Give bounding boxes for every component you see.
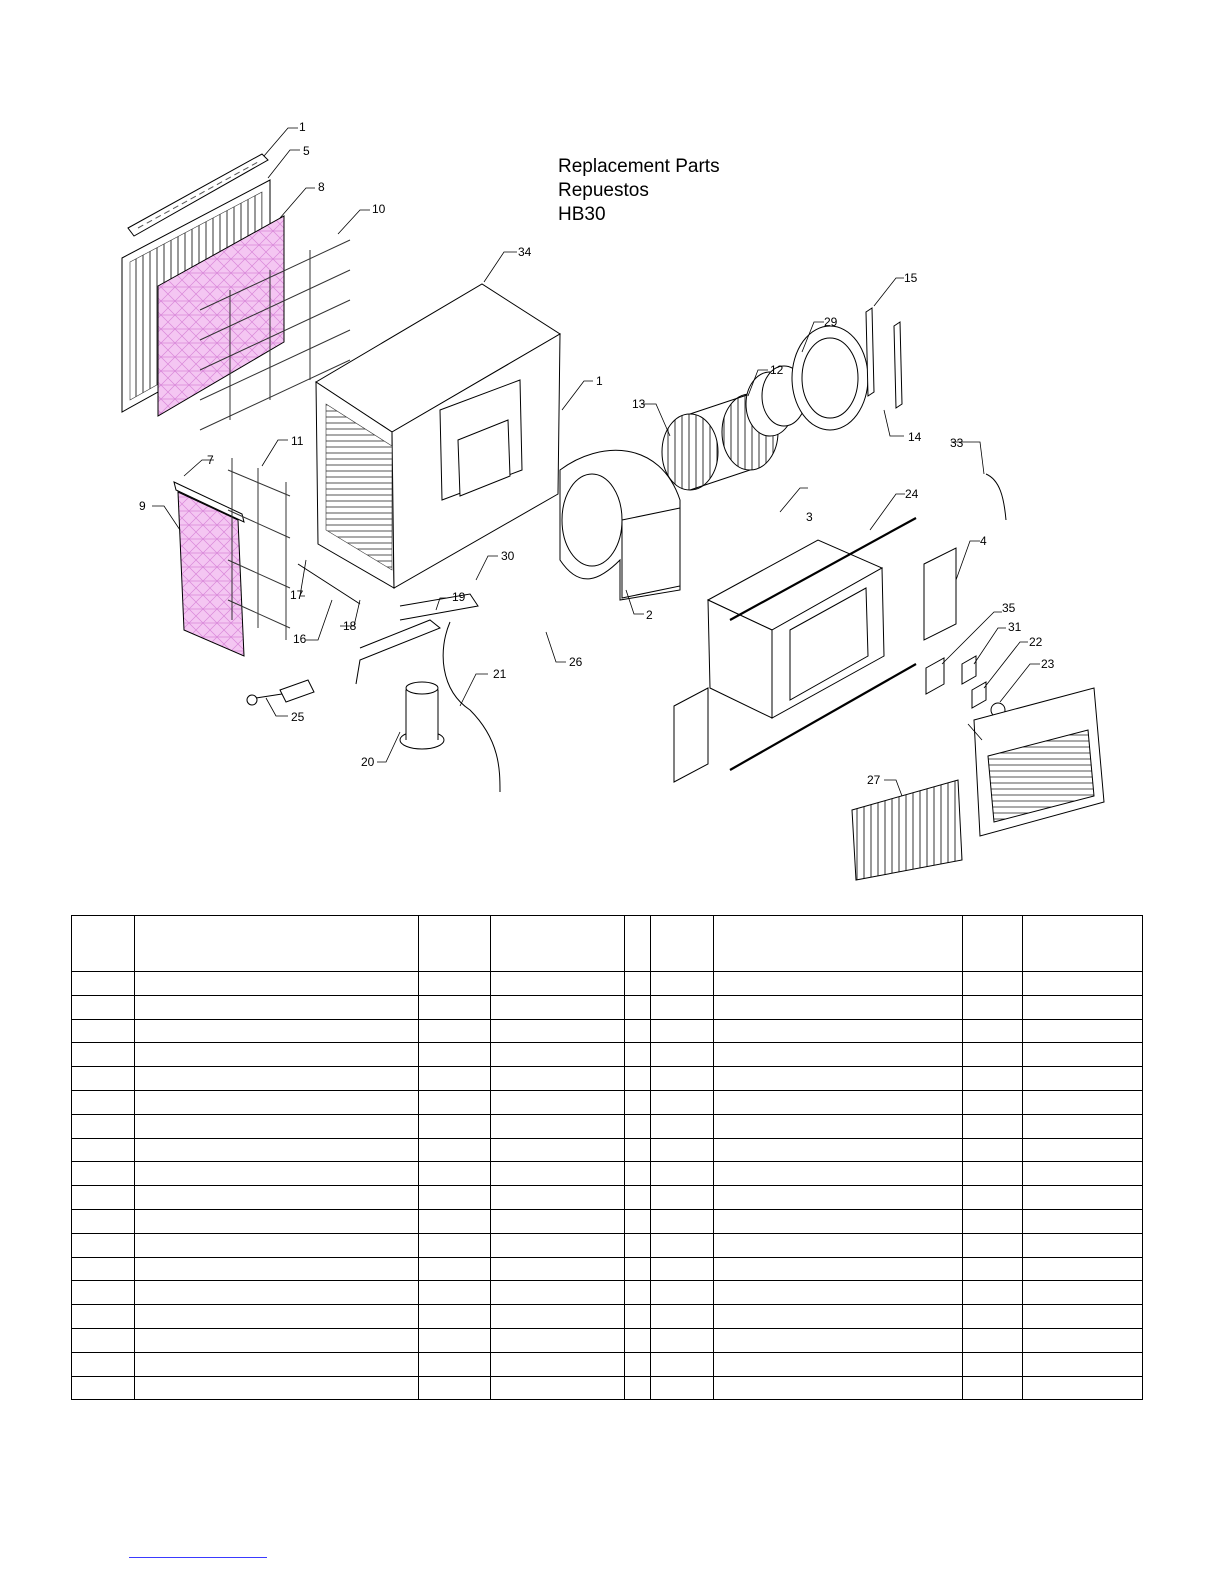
callout-10: 10 xyxy=(372,202,386,216)
callout-31: 31 xyxy=(1008,620,1022,634)
table-cell xyxy=(651,1305,714,1329)
table-cell xyxy=(419,1019,491,1043)
table-cell xyxy=(491,1090,625,1114)
table-cell xyxy=(419,995,491,1019)
front-frame xyxy=(708,518,916,770)
table-cell xyxy=(72,1233,135,1257)
table-cell xyxy=(491,1233,625,1257)
table-row xyxy=(72,1162,1143,1186)
table-cell xyxy=(1023,1090,1143,1114)
table-cell xyxy=(651,1043,714,1067)
table-cell xyxy=(625,1281,651,1305)
table-cell xyxy=(714,1305,963,1329)
table-cell xyxy=(491,1114,625,1138)
table-cell xyxy=(714,1209,963,1233)
table-cell xyxy=(491,1186,625,1210)
table-cell xyxy=(72,1090,135,1114)
table-cell xyxy=(714,1162,963,1186)
table-cell xyxy=(714,1090,963,1114)
callout-4: 4 xyxy=(980,534,987,548)
table-cell xyxy=(625,1019,651,1043)
table-cell xyxy=(714,1233,963,1257)
table-cell xyxy=(963,1090,1023,1114)
table-cell xyxy=(625,1138,651,1162)
callout-13: 13 xyxy=(632,397,646,411)
table-cell xyxy=(651,1162,714,1186)
float-valve xyxy=(247,680,314,705)
table-cell xyxy=(651,1233,714,1257)
callout-16: 16 xyxy=(293,632,307,646)
table-cell xyxy=(651,1352,714,1376)
table-row xyxy=(72,1067,1143,1091)
table-row xyxy=(72,1090,1143,1114)
table-cell xyxy=(72,1138,135,1162)
table-cell xyxy=(625,1090,651,1114)
table-cell xyxy=(963,1376,1023,1400)
motor-brackets xyxy=(866,308,902,408)
table-cell xyxy=(72,1209,135,1233)
table-cell xyxy=(963,995,1023,1019)
callout-7: 7 xyxy=(207,453,214,467)
table-cell xyxy=(72,1281,135,1305)
table-cell xyxy=(72,1162,135,1186)
table-cell xyxy=(1023,1328,1143,1352)
table-cell xyxy=(135,1067,419,1091)
table-cell xyxy=(625,1233,651,1257)
callout-25: 25 xyxy=(291,710,305,724)
header-cell xyxy=(714,916,963,972)
table-cell xyxy=(651,972,714,996)
title-line-1: Replacement Parts xyxy=(558,156,720,177)
table-cell xyxy=(72,1328,135,1352)
table-cell xyxy=(419,1209,491,1233)
table-cell xyxy=(491,972,625,996)
table-cell xyxy=(1023,1019,1143,1043)
table-cell xyxy=(419,1138,491,1162)
callout-11: 11 xyxy=(291,434,304,448)
table-cell xyxy=(963,972,1023,996)
table-cell xyxy=(625,972,651,996)
table-cell xyxy=(491,1043,625,1067)
table-cell xyxy=(625,1067,651,1091)
table-row xyxy=(72,1209,1143,1233)
header-cell xyxy=(419,916,491,972)
table-cell xyxy=(72,1019,135,1043)
table-cell xyxy=(135,1233,419,1257)
cabinet xyxy=(316,284,560,588)
table-cell xyxy=(135,1162,419,1186)
table-row xyxy=(72,1138,1143,1162)
table-cell xyxy=(1023,1138,1143,1162)
table-cell xyxy=(419,1328,491,1352)
table-cell xyxy=(651,1257,714,1281)
table-cell xyxy=(135,1352,419,1376)
title-line-3: HB30 xyxy=(558,204,606,225)
front-grille xyxy=(852,688,1104,880)
table-cell xyxy=(1023,1352,1143,1376)
table-cell xyxy=(963,1281,1023,1305)
table-cell xyxy=(491,1281,625,1305)
callout-35: 35 xyxy=(1002,601,1016,615)
table-cell xyxy=(714,995,963,1019)
table-cell xyxy=(72,1114,135,1138)
table-cell xyxy=(419,1043,491,1067)
table-cell xyxy=(714,1257,963,1281)
table-cell xyxy=(72,1257,135,1281)
callout-30: 30 xyxy=(501,549,515,563)
callout-5: 5 xyxy=(303,144,310,158)
table-cell xyxy=(963,1352,1023,1376)
table-row xyxy=(72,1186,1143,1210)
callout-23: 23 xyxy=(1041,657,1055,671)
table-cell xyxy=(714,1114,963,1138)
table-cell xyxy=(625,1328,651,1352)
table-cell xyxy=(625,995,651,1019)
table-cell xyxy=(491,1138,625,1162)
table-cell xyxy=(651,1209,714,1233)
table-cell xyxy=(72,1305,135,1329)
table-cell xyxy=(135,1305,419,1329)
table-row xyxy=(72,1043,1143,1067)
callout-15: 15 xyxy=(904,271,918,285)
table-cell xyxy=(135,1209,419,1233)
table-cell xyxy=(963,1019,1023,1043)
callout-29: 29 xyxy=(824,315,838,329)
callout-33: 33 xyxy=(950,436,964,450)
table-cell xyxy=(1023,972,1143,996)
callout-3: 3 xyxy=(806,510,813,524)
blower-housing xyxy=(560,450,680,600)
table-cell xyxy=(72,1186,135,1210)
callout-14: 14 xyxy=(908,430,922,444)
table-cell xyxy=(1023,1281,1143,1305)
callout-18: 18 xyxy=(343,619,357,633)
table-cell xyxy=(714,1328,963,1352)
header-cell xyxy=(1023,916,1143,972)
table-cell xyxy=(714,1352,963,1376)
table-cell xyxy=(714,972,963,996)
table-cell xyxy=(1023,1043,1143,1067)
table-cell xyxy=(651,1019,714,1043)
table-cell xyxy=(72,1376,135,1400)
table-cell xyxy=(651,1138,714,1162)
table-cell xyxy=(625,1305,651,1329)
table-cell xyxy=(1023,1257,1143,1281)
table-cell xyxy=(714,1138,963,1162)
table-row xyxy=(72,1019,1143,1043)
table-cell xyxy=(419,1376,491,1400)
header-cell xyxy=(72,916,135,972)
table-cell xyxy=(135,1281,419,1305)
table-cell xyxy=(651,1090,714,1114)
callout-26: 26 xyxy=(569,655,583,669)
table-row xyxy=(72,1328,1143,1352)
table-row xyxy=(72,995,1143,1019)
callout-20: 20 xyxy=(361,755,375,769)
table-cell xyxy=(491,1162,625,1186)
table-cell xyxy=(1023,1186,1143,1210)
table-cell xyxy=(135,1376,419,1400)
table-cell xyxy=(419,1067,491,1091)
parts-table xyxy=(71,915,1143,1400)
table-cell xyxy=(135,995,419,1019)
table-cell xyxy=(491,1209,625,1233)
header-cell xyxy=(625,916,651,972)
header-cell xyxy=(651,916,714,972)
table-cell xyxy=(1023,1067,1143,1091)
table-cell xyxy=(419,1233,491,1257)
table-header-row xyxy=(72,916,1143,972)
table-cell xyxy=(419,1305,491,1329)
table-cell xyxy=(625,1376,651,1400)
table-cell xyxy=(419,1114,491,1138)
table-cell xyxy=(714,1043,963,1067)
table-cell xyxy=(651,1328,714,1352)
callout-27: 27 xyxy=(867,773,881,787)
table-cell xyxy=(1023,1233,1143,1257)
table-cell xyxy=(419,972,491,996)
callout-6: 1 xyxy=(299,120,306,134)
callout-2: 2 xyxy=(646,608,653,622)
table-cell xyxy=(625,1257,651,1281)
table-cell xyxy=(651,1376,714,1400)
table-cell xyxy=(651,1186,714,1210)
title-line-2: Repuestos xyxy=(558,180,649,201)
table-cell xyxy=(419,1257,491,1281)
table-cell xyxy=(135,1019,419,1043)
table-cell xyxy=(491,1019,625,1043)
table-cell xyxy=(1023,1162,1143,1186)
table-cell xyxy=(1023,1376,1143,1400)
table-cell xyxy=(135,972,419,996)
table-cell xyxy=(625,1186,651,1210)
drain-lines xyxy=(298,564,500,792)
table-cell xyxy=(491,1305,625,1329)
table-cell xyxy=(963,1209,1023,1233)
table-cell xyxy=(419,1090,491,1114)
table-row xyxy=(72,1281,1143,1305)
table-cell xyxy=(714,1067,963,1091)
table-cell xyxy=(491,995,625,1019)
header-cell xyxy=(491,916,625,972)
footer-link-underline[interactable] xyxy=(129,1557,267,1558)
table-cell xyxy=(135,1186,419,1210)
callout-17: 17 xyxy=(290,588,304,602)
table-cell xyxy=(135,1043,419,1067)
table-cell xyxy=(419,1186,491,1210)
table-row xyxy=(72,1257,1143,1281)
table-cell xyxy=(963,1257,1023,1281)
callout-34: 34 xyxy=(518,245,532,259)
table-cell xyxy=(963,1114,1023,1138)
callout-1: 1 xyxy=(596,374,603,388)
table-cell xyxy=(491,1328,625,1352)
table-cell xyxy=(72,972,135,996)
callout-8: 8 xyxy=(318,180,325,194)
side-cooling-pad xyxy=(174,482,244,656)
table-cell xyxy=(714,1186,963,1210)
callout-12: 12 xyxy=(770,363,784,377)
table-cell xyxy=(1023,995,1143,1019)
table-cell xyxy=(651,1114,714,1138)
table-cell xyxy=(651,1067,714,1091)
table-cell xyxy=(419,1352,491,1376)
callout-21: 21 xyxy=(493,667,507,681)
parts-table-body xyxy=(72,972,1143,1400)
table-row xyxy=(72,1114,1143,1138)
table-cell xyxy=(72,1352,135,1376)
table-cell xyxy=(625,1114,651,1138)
callout-22: 22 xyxy=(1029,635,1043,649)
table-cell xyxy=(135,1138,419,1162)
table-cell xyxy=(135,1328,419,1352)
motor-ring xyxy=(792,326,868,430)
table-cell xyxy=(714,1019,963,1043)
table-cell xyxy=(419,1281,491,1305)
table-cell xyxy=(963,1233,1023,1257)
table-cell xyxy=(625,1043,651,1067)
table-cell xyxy=(714,1281,963,1305)
table-cell xyxy=(491,1257,625,1281)
table-cell xyxy=(963,1162,1023,1186)
table-cell xyxy=(963,1328,1023,1352)
table-cell xyxy=(135,1114,419,1138)
table-cell xyxy=(963,1043,1023,1067)
table-cell xyxy=(625,1352,651,1376)
table-cell xyxy=(72,1043,135,1067)
table-cell xyxy=(72,1067,135,1091)
table-cell xyxy=(651,995,714,1019)
table-cell xyxy=(625,1162,651,1186)
table-cell xyxy=(963,1305,1023,1329)
table-cell xyxy=(963,1138,1023,1162)
table-row xyxy=(72,1305,1143,1329)
table-cell xyxy=(963,1186,1023,1210)
table-cell xyxy=(491,1376,625,1400)
table-cell xyxy=(1023,1209,1143,1233)
table-row xyxy=(72,1233,1143,1257)
table-row xyxy=(72,1376,1143,1400)
table-cell xyxy=(491,1352,625,1376)
table-cell xyxy=(491,1067,625,1091)
table-cell xyxy=(72,995,135,1019)
table-row xyxy=(72,972,1143,996)
table-cell xyxy=(625,1209,651,1233)
table-cell xyxy=(651,1281,714,1305)
header-cell xyxy=(135,916,419,972)
callout-9: 9 xyxy=(139,499,146,513)
header-cell xyxy=(963,916,1023,972)
table-cell xyxy=(135,1090,419,1114)
table-cell xyxy=(714,1376,963,1400)
callout-19: 19 xyxy=(452,590,466,604)
table-cell xyxy=(1023,1305,1143,1329)
callout-24: 24 xyxy=(905,487,919,501)
table-cell xyxy=(963,1067,1023,1091)
table-cell xyxy=(419,1162,491,1186)
table-cell xyxy=(1023,1114,1143,1138)
table-row xyxy=(72,1352,1143,1376)
pump xyxy=(400,682,444,749)
table-cell xyxy=(135,1257,419,1281)
